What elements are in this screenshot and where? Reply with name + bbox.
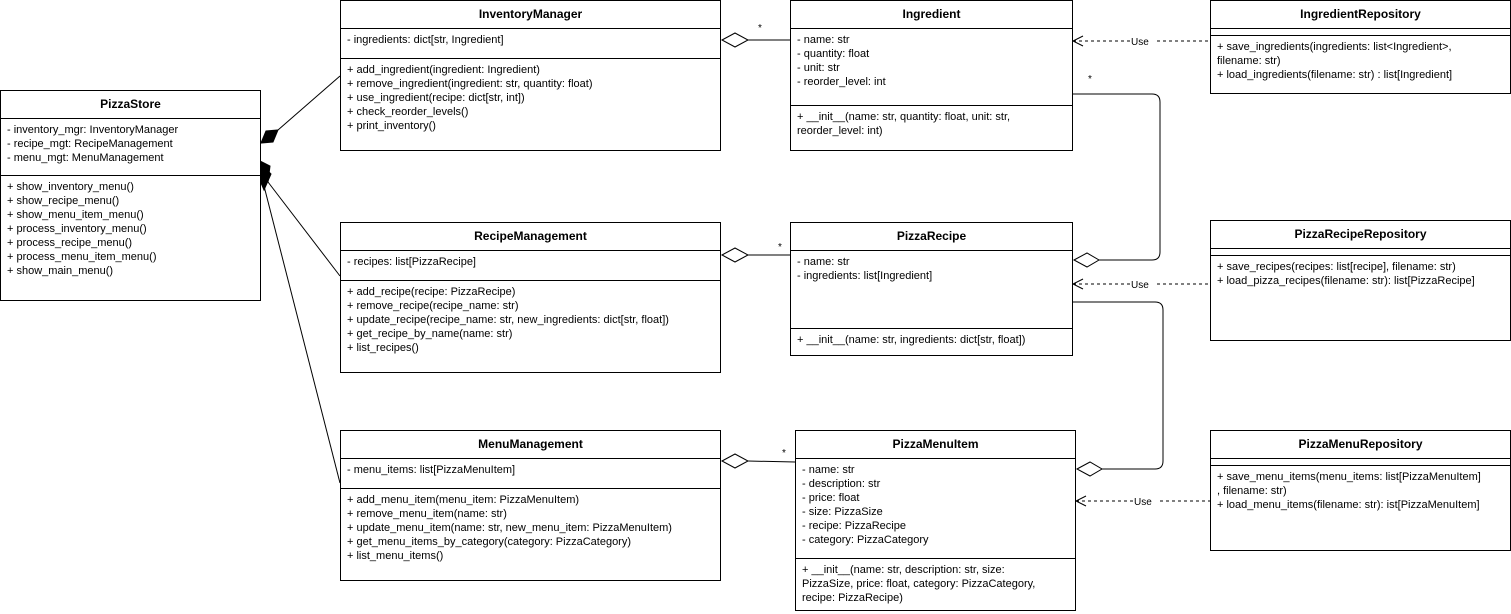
composition-store-inventory-line bbox=[278, 76, 340, 130]
aggregation-inventory-ingredient-diamond bbox=[722, 33, 748, 47]
multiplicity-ingredient-recipe: * bbox=[1088, 74, 1092, 85]
method-line: + get_recipe_by_name(name: str) bbox=[347, 328, 513, 340]
composition-store-inventory-diamond bbox=[261, 130, 278, 143]
method-line: + __init__(name: str, quantity: float, unit: str, bbox=[797, 111, 1011, 123]
attribute-line: - name: str bbox=[797, 256, 850, 268]
method-line: + process_inventory_menu() bbox=[7, 223, 147, 235]
methods-section bbox=[1211, 255, 1510, 340]
attributes-section bbox=[341, 251, 720, 280]
method-line: reorder_level: int) bbox=[797, 125, 883, 137]
method-line: + update_recipe(recipe_name: str, new_ingredients: dict[str, float]) bbox=[347, 314, 669, 326]
method-line: + list_recipes() bbox=[347, 342, 419, 354]
methods-section bbox=[341, 58, 720, 150]
class-name: PizzaMenuItem bbox=[796, 431, 1075, 459]
class-recipe-management[interactable] bbox=[340, 222, 721, 373]
class-pizza-menu-item[interactable] bbox=[795, 430, 1076, 611]
attribute-line: - recipe_mgt: RecipeManagement bbox=[7, 138, 173, 150]
attribute-line: - reorder_level: int bbox=[797, 76, 886, 88]
attribute-line: - price: float bbox=[802, 492, 860, 504]
use-label-recipe: Use bbox=[1131, 280, 1149, 291]
attributes-section bbox=[1, 119, 260, 175]
method-line: + update_menu_item(name: str, new_menu_item: PizzaMenuItem) bbox=[347, 522, 672, 534]
attributes-section bbox=[791, 29, 1072, 105]
attribute-line: - description: str bbox=[802, 478, 881, 490]
attribute-line: - recipes: list[PizzaRecipe] bbox=[347, 256, 476, 268]
method-line: + __init__(name: str, ingredients: dict[str, float]) bbox=[797, 334, 1026, 346]
attribute-line: - size: PizzaSize bbox=[802, 506, 883, 518]
class-name: PizzaRecipeRepository bbox=[1211, 221, 1510, 249]
aggregation-recipe-pizzarecipe-diamond bbox=[722, 248, 748, 262]
attributes-section bbox=[341, 29, 720, 58]
use-label-ingredient: Use bbox=[1131, 37, 1149, 48]
aggregation-menuitem-pizzarecipe-path bbox=[1072, 302, 1163, 469]
method-line: + __init__(name: str, description: str, size: bbox=[802, 564, 1005, 576]
method-line: PizzaSize, price: float, category: PizzaCategory, bbox=[802, 578, 1036, 590]
attribute-line: - quantity: float bbox=[797, 48, 870, 60]
aggregation-menu-menuitem-line bbox=[748, 461, 795, 462]
method-line: + show_menu_item_menu() bbox=[7, 209, 144, 221]
multiplicity-menuitem: * bbox=[782, 448, 786, 459]
class-pizza-recipe[interactable] bbox=[790, 222, 1073, 356]
methods-section bbox=[1211, 465, 1510, 550]
method-line: + save_ingredients(ingredients: list<Ingredient>, bbox=[1217, 41, 1452, 53]
aggregation-menuitem-pizzarecipe-diamond bbox=[1077, 462, 1102, 476]
class-name: RecipeManagement bbox=[341, 223, 720, 251]
method-line: + add_recipe(recipe: PizzaRecipe) bbox=[347, 286, 516, 298]
methods-section bbox=[1211, 35, 1510, 93]
method-line: , filename: str) bbox=[1217, 485, 1287, 497]
attribute-line: - ingredients: dict[str, Ingredient] bbox=[347, 34, 504, 46]
attribute-line: - ingredients: list[Ingredient] bbox=[797, 270, 933, 282]
class-name: PizzaStore bbox=[1, 91, 260, 119]
class-menu-management[interactable] bbox=[340, 430, 721, 581]
multiplicity-pizzarecipe: * bbox=[778, 242, 782, 253]
methods-section bbox=[341, 280, 720, 372]
method-line: + load_ingredients(filename: str) : list[Ingredient] bbox=[1217, 69, 1453, 81]
method-line: + save_menu_items(menu_items: list[PizzaMenuItem] bbox=[1217, 471, 1481, 483]
attribute-line: - inventory_mgr: InventoryManager bbox=[7, 124, 179, 136]
attribute-line: - category: PizzaCategory bbox=[802, 534, 929, 546]
multiplicity-ingredient: * bbox=[758, 23, 762, 34]
composition-store-recipe-line bbox=[268, 182, 340, 276]
method-line: + add_menu_item(menu_item: PizzaMenuItem) bbox=[347, 494, 580, 506]
class-name: PizzaRecipe bbox=[791, 223, 1072, 251]
methods-section bbox=[341, 488, 720, 580]
class-pizza-recipe-repository[interactable] bbox=[1210, 220, 1511, 341]
method-line: + check_reorder_levels() bbox=[347, 106, 469, 118]
attribute-line: - menu_items: list[PizzaMenuItem] bbox=[347, 464, 516, 476]
composition-store-menu-line bbox=[264, 186, 340, 483]
methods-section bbox=[791, 328, 1072, 355]
method-line: + add_ingredient(ingredient: Ingredient) bbox=[347, 64, 540, 76]
class-name: MenuManagement bbox=[341, 431, 720, 459]
methods-section bbox=[1, 175, 260, 300]
attributes-section bbox=[796, 459, 1075, 558]
class-name: IngredientRepository bbox=[1211, 1, 1510, 29]
class-name: InventoryManager bbox=[341, 1, 720, 29]
method-line: recipe: PizzaRecipe) bbox=[802, 592, 903, 604]
method-line: + show_main_menu() bbox=[7, 265, 114, 277]
method-line: + remove_menu_item(name: str) bbox=[347, 508, 507, 520]
method-line: + process_recipe_menu() bbox=[7, 237, 133, 249]
method-line: + process_menu_item_menu() bbox=[7, 251, 157, 263]
class-ingredient-repository[interactable] bbox=[1210, 0, 1511, 94]
method-line: + show_inventory_menu() bbox=[7, 181, 134, 193]
method-line: + remove_recipe(recipe_name: str) bbox=[347, 300, 519, 312]
aggregation-menu-menuitem-diamond bbox=[722, 454, 748, 468]
attributes-section bbox=[341, 459, 720, 488]
class-inventory-manager[interactable] bbox=[340, 0, 721, 151]
use-label-menu: Use bbox=[1134, 497, 1152, 508]
class-ingredient[interactable] bbox=[790, 0, 1073, 151]
class-pizza-menu-repository[interactable] bbox=[1210, 430, 1511, 551]
method-line: + list_menu_items() bbox=[347, 550, 444, 562]
method-line: + remove_ingredient(ingredient: str, quantity: float) bbox=[347, 78, 593, 90]
class-name: PizzaMenuRepository bbox=[1211, 431, 1510, 459]
attribute-line: - name: str bbox=[802, 464, 855, 476]
method-line: + show_recipe_menu() bbox=[7, 195, 120, 207]
method-line: + use_ingredient(recipe: dict[str, int]) bbox=[347, 92, 525, 104]
class-name: Ingredient bbox=[791, 1, 1072, 29]
methods-section bbox=[791, 105, 1072, 150]
aggregation-pizzarecipe-ingredient-diamond bbox=[1074, 253, 1099, 267]
aggregation-pizzarecipe-ingredient-path bbox=[1072, 94, 1160, 260]
attribute-line: - recipe: PizzaRecipe bbox=[802, 520, 906, 532]
method-line: + load_pizza_recipes(filename: str): list[PizzaRecipe] bbox=[1217, 275, 1475, 287]
method-line: + save_recipes(recipes: list[recipe], filename: str) bbox=[1217, 261, 1456, 273]
class-pizza-store[interactable] bbox=[0, 90, 261, 301]
attributes-section bbox=[791, 251, 1072, 328]
attribute-line: - name: str bbox=[797, 34, 850, 46]
attribute-line: - unit: str bbox=[797, 62, 840, 74]
method-line: + load_menu_items(filename: str): ist[PizzaMenuItem] bbox=[1217, 499, 1480, 511]
method-line: + get_menu_items_by_category(category: PizzaCategory) bbox=[347, 536, 632, 548]
attribute-line: - menu_mgt: MenuManagement bbox=[7, 152, 164, 164]
method-line: + print_inventory() bbox=[347, 120, 436, 132]
method-line: filename: str) bbox=[1217, 55, 1281, 67]
methods-section bbox=[796, 558, 1075, 610]
